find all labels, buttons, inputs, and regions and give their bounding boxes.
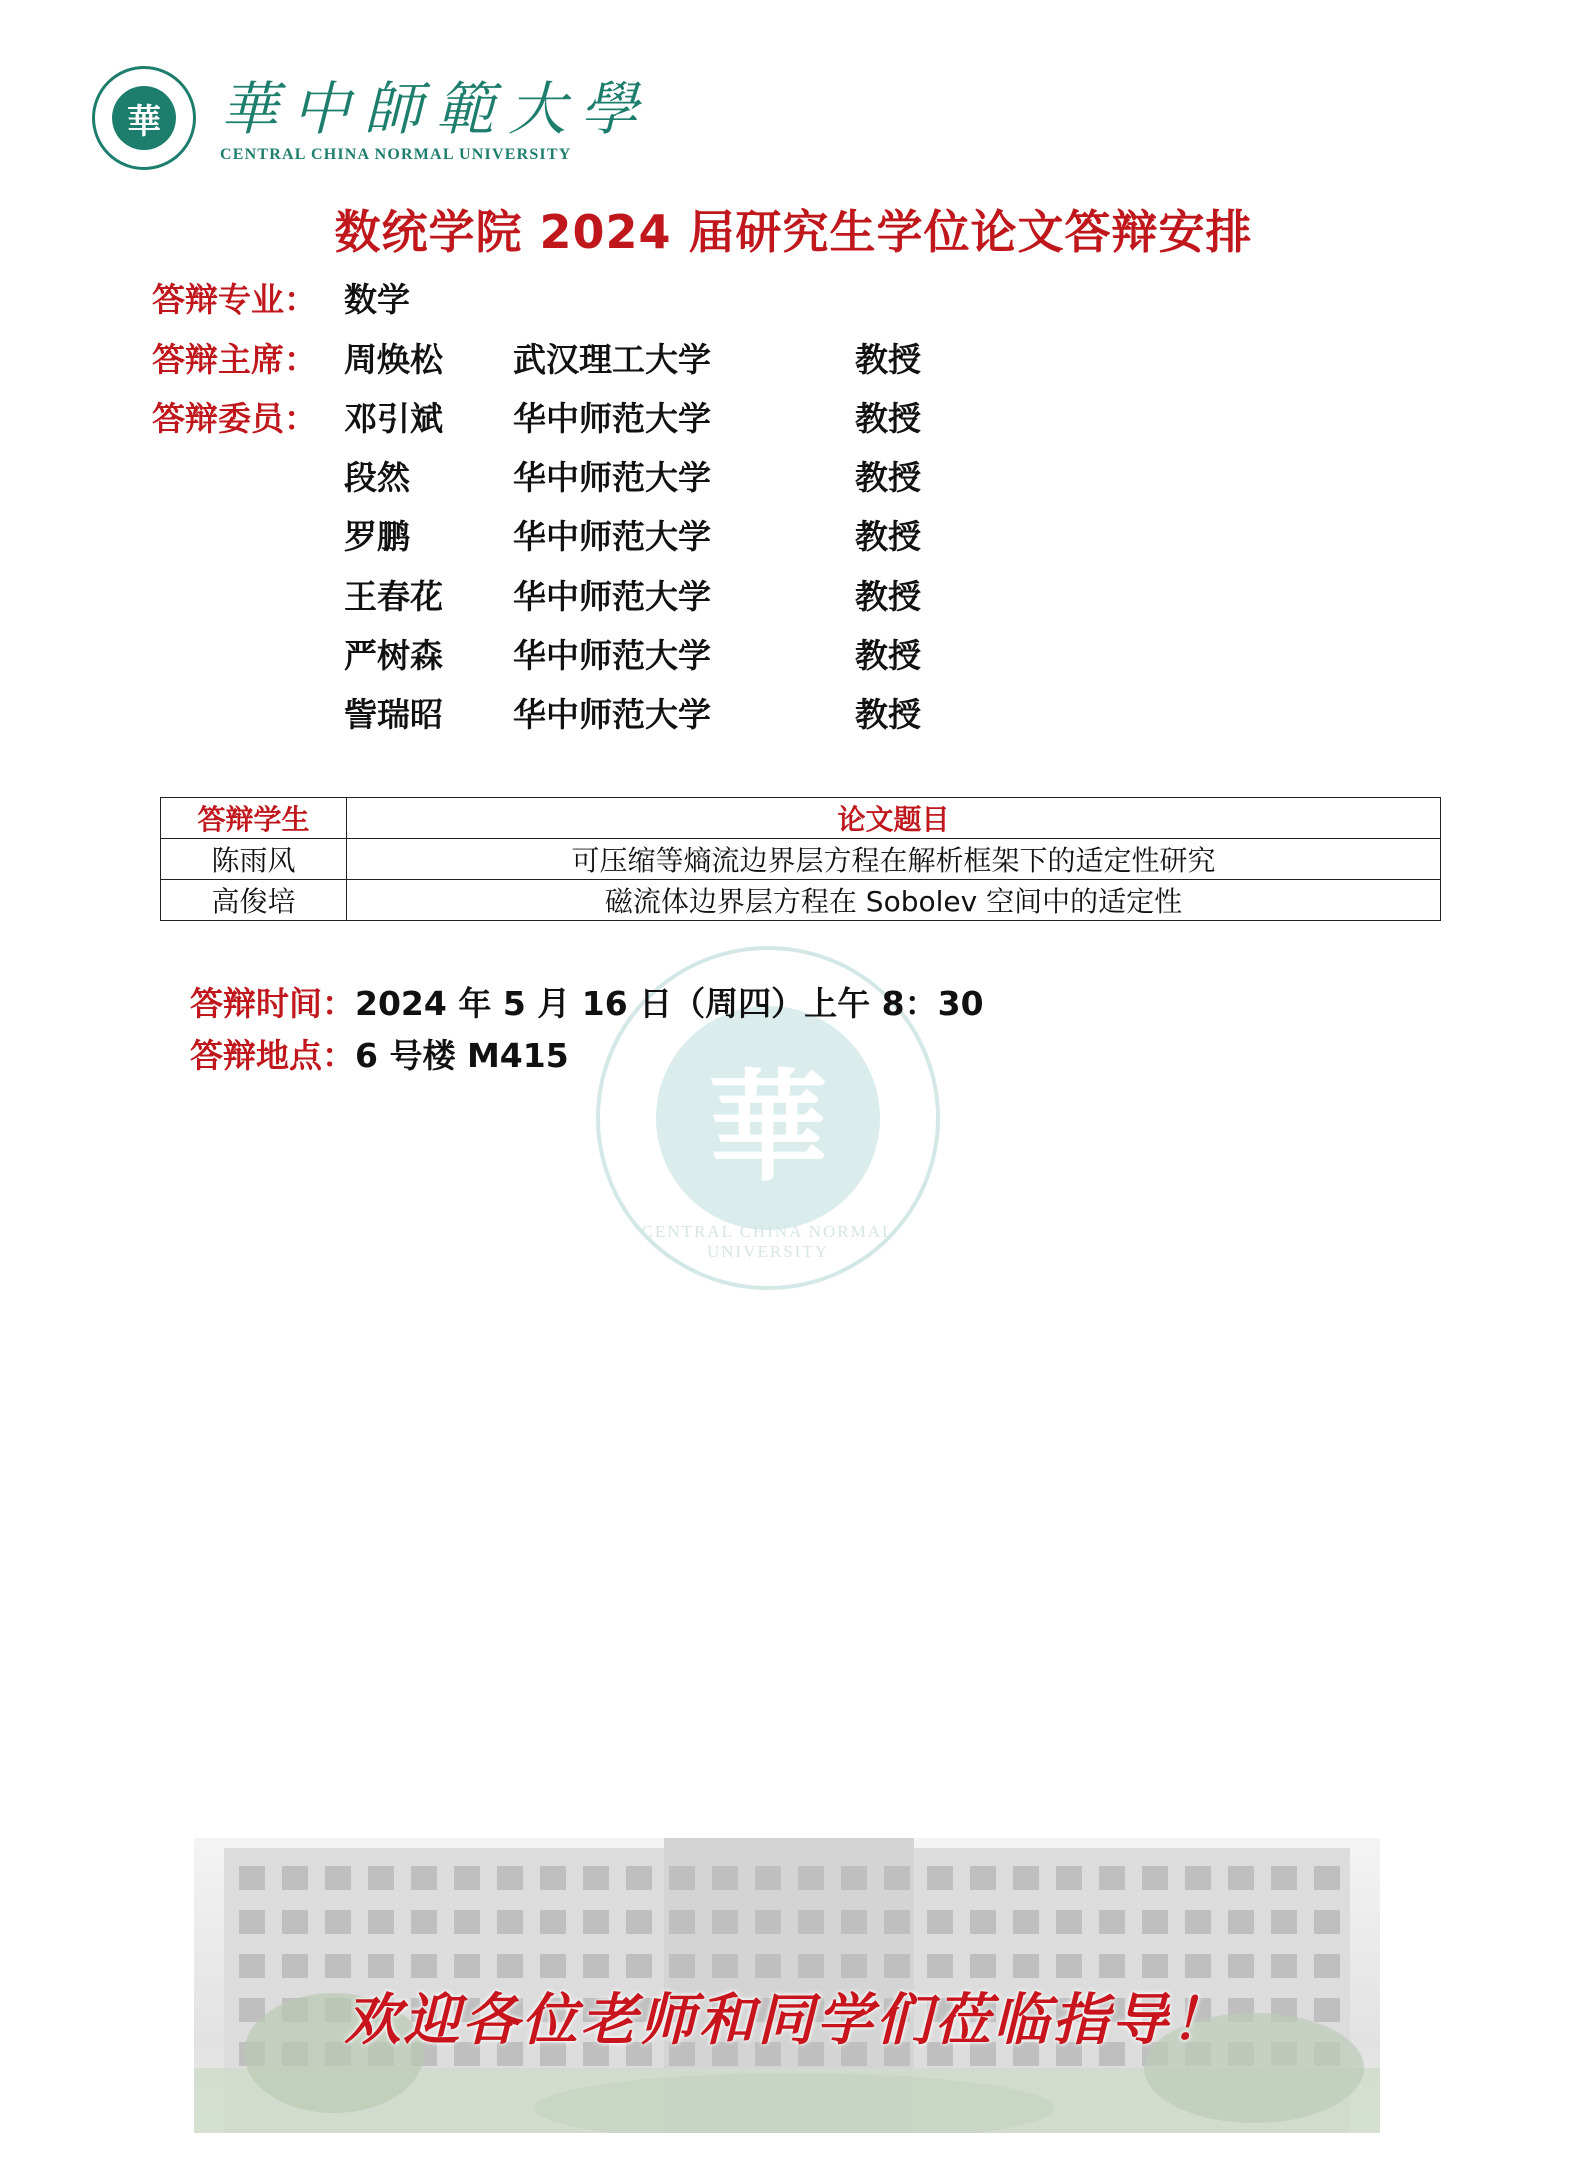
seal-glyph: 華 <box>112 86 176 150</box>
building-window <box>884 1910 910 1934</box>
building-window <box>798 1954 824 1978</box>
table-row <box>161 880 1441 921</box>
building-window <box>626 1954 652 1978</box>
time-label: 答辩时间： <box>190 984 355 1023</box>
building-window <box>368 1910 394 1934</box>
building-window <box>1314 1866 1340 1890</box>
building-window <box>1228 1954 1254 1978</box>
building-window <box>1185 1910 1211 1934</box>
building-window <box>841 1954 867 1978</box>
members-row <box>152 393 344 440</box>
building-window <box>540 1866 566 1890</box>
member-org: 华中师范大学 <box>513 458 711 497</box>
student-name: 高俊培 <box>161 880 347 921</box>
building-window <box>368 1866 394 1890</box>
building-window <box>669 1910 695 1934</box>
building-window <box>798 1866 824 1890</box>
building-window <box>626 1866 652 1890</box>
member-title: 教授 <box>855 636 921 675</box>
building-window <box>454 1866 480 1890</box>
building-window <box>1013 1910 1039 1934</box>
building-window <box>970 1954 996 1978</box>
building-window <box>1185 1866 1211 1890</box>
member-title: 教授 <box>855 577 921 616</box>
building-window <box>884 1866 910 1890</box>
university-name-cn: 華中師範大學 <box>220 75 653 143</box>
member-org: 华中师范大学 <box>513 636 711 675</box>
page-title: 数统学院 2024 届研究生学位论文答辩安排 <box>334 205 1253 259</box>
header-student: 答辩学生 <box>161 798 347 839</box>
building-window <box>1099 1866 1125 1890</box>
building-window <box>325 1866 351 1890</box>
building-window <box>282 1866 308 1890</box>
building-window <box>970 1910 996 1934</box>
building-window <box>497 1954 523 1978</box>
building-window <box>1013 1954 1039 1978</box>
thesis-title: 可压缩等熵流边界层方程在解析框架下的适定性研究 <box>347 839 1441 880</box>
building-window <box>970 1866 996 1890</box>
building-window <box>239 1910 265 1934</box>
building-window <box>368 1954 394 1978</box>
building-window <box>1056 1910 1082 1934</box>
students-table <box>160 797 1441 921</box>
banner-text: 欢迎各位老师和同学们莅临指导！ <box>344 1988 1230 2053</box>
member-title: 教授 <box>855 399 921 438</box>
members-label: 答辩委员： <box>152 399 317 438</box>
building-window <box>497 1866 523 1890</box>
building-window <box>411 1954 437 1978</box>
building-window <box>411 1910 437 1934</box>
time-value: 2024 年 5 月 16 日（周四）上午 8：30 <box>355 984 984 1023</box>
chair-name: 周焕松 <box>344 340 443 379</box>
building-window <box>841 1866 867 1890</box>
chair-org: 武汉理工大学 <box>513 340 711 379</box>
building-window <box>1142 1910 1168 1934</box>
building-window <box>1228 1910 1254 1934</box>
university-seal-icon <box>92 66 196 170</box>
building-window <box>1013 1866 1039 1890</box>
building-window <box>1271 1954 1297 1978</box>
building-window <box>755 1910 781 1934</box>
student-name: 陈雨风 <box>161 839 347 880</box>
building-window <box>1099 1954 1125 1978</box>
building-window <box>282 1910 308 1934</box>
building-window <box>1271 1866 1297 1890</box>
building-window <box>325 1954 351 1978</box>
university-logo <box>92 58 653 178</box>
building-window <box>1056 1866 1082 1890</box>
building-window <box>884 1954 910 1978</box>
member-title: 教授 <box>855 517 921 556</box>
member-name: 段然 <box>344 458 410 497</box>
welcome-banner <box>194 1838 1380 2133</box>
building-window <box>411 1866 437 1890</box>
building-window <box>454 1954 480 1978</box>
building-window <box>497 1910 523 1934</box>
building-window <box>1056 1954 1082 1978</box>
building-window <box>583 1910 609 1934</box>
building-window <box>755 1866 781 1890</box>
member-org: 华中师范大学 <box>513 399 711 438</box>
location-value: 6 号楼 M415 <box>355 1036 569 1075</box>
building-window <box>712 1954 738 1978</box>
time-row <box>190 978 984 1025</box>
building-window <box>798 1910 824 1934</box>
building-window <box>1271 1910 1297 1934</box>
building-window <box>927 1866 953 1890</box>
major-value: 数学 <box>344 280 410 319</box>
thesis-title: 磁流体边界层方程在 Sobolev 空间中的适定性 <box>347 880 1441 921</box>
header-thesis: 论文题目 <box>347 798 1441 839</box>
chair-row <box>152 334 344 381</box>
member-name: 訾瑞昭 <box>344 695 443 734</box>
building-window <box>239 1866 265 1890</box>
member-org: 华中师范大学 <box>513 517 711 556</box>
building-window <box>1314 1910 1340 1934</box>
building-window <box>583 1866 609 1890</box>
building-window <box>927 1954 953 1978</box>
building-window <box>1142 1866 1168 1890</box>
university-name-en: CENTRAL CHINA NORMAL UNIVERSITY <box>220 146 572 163</box>
building-window <box>841 1910 867 1934</box>
location-row <box>190 1030 569 1077</box>
building-window <box>239 1954 265 1978</box>
chair-label: 答辩主席： <box>152 340 317 379</box>
building-window <box>669 1866 695 1890</box>
building-window <box>626 1910 652 1934</box>
building-window <box>1314 1954 1340 1978</box>
member-name: 王春花 <box>344 577 443 616</box>
building-window <box>927 1910 953 1934</box>
location-label: 答辩地点： <box>190 1036 355 1075</box>
member-name: 邓引斌 <box>344 399 443 438</box>
major-row <box>152 274 410 321</box>
member-org: 华中师范大学 <box>513 577 711 616</box>
building-window <box>1142 1954 1168 1978</box>
building-window <box>712 1866 738 1890</box>
watermark-glyph: 華 <box>656 1006 880 1230</box>
building-window <box>540 1910 566 1934</box>
table-header-row <box>161 798 1441 839</box>
building-window <box>454 1910 480 1934</box>
member-title: 教授 <box>855 458 921 497</box>
member-title: 教授 <box>855 695 921 734</box>
table-row <box>161 839 1441 880</box>
building-window <box>282 1954 308 1978</box>
building-window <box>583 1954 609 1978</box>
building-window <box>1185 1954 1211 1978</box>
building-window <box>540 1954 566 1978</box>
building-window <box>755 1954 781 1978</box>
building-window <box>669 1954 695 1978</box>
watermark-text: CENTRAL CHINA NORMAL UNIVERSITY <box>641 1222 895 1261</box>
member-org: 华中师范大学 <box>513 695 711 734</box>
building-window <box>1228 1866 1254 1890</box>
building-window <box>1099 1910 1125 1934</box>
member-name: 罗鹏 <box>344 517 410 556</box>
major-label: 答辩专业： <box>152 280 317 319</box>
member-name: 严树森 <box>344 636 443 675</box>
building-window <box>712 1910 738 1934</box>
building-window <box>325 1910 351 1934</box>
chair-title: 教授 <box>855 340 921 379</box>
